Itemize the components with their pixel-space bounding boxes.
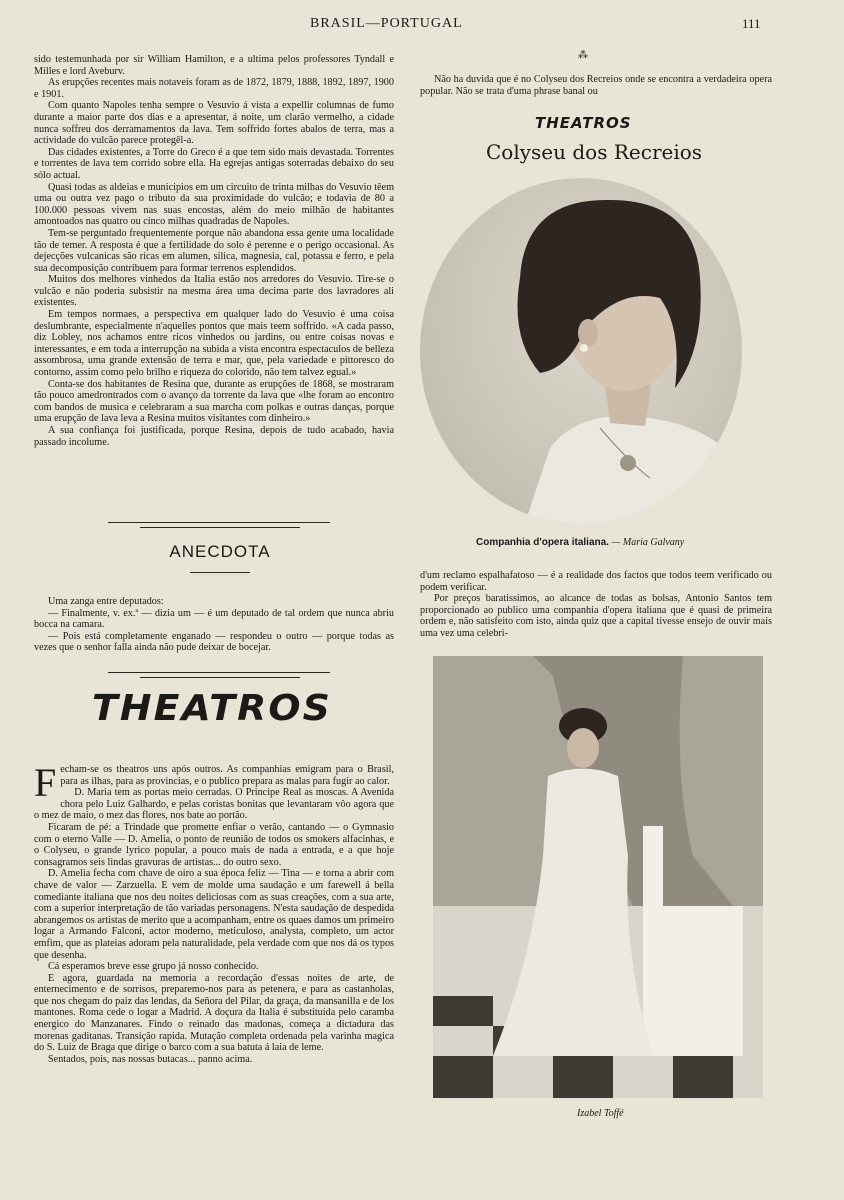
section-divider: [140, 527, 300, 528]
paragraph: D. Maria tem as portas meio cerradas. O Principe Real as moscas. A Avenida chora pelo Luiz Galhardo, e pelas coristas bonitas que levantaram vôo agora que o mez de maio, o mez das flores, nos bate ao portão.: [34, 787, 394, 822]
heading-underline: [190, 572, 250, 573]
paragraph: Muitos dos melhores vinhedos da Italia estão nos arredores do Vesuvio. Tire-se o vulcão e não poderia subsistir na mesma área uma decima parte dos lavradores ali existentes.: [34, 274, 394, 309]
paragraph: As erupções recentes mais notaveis foram as de 1872, 1879, 1888, 1892, 1897, 1900 e 1901.: [34, 77, 394, 100]
anecdota-heading: ANECDOTA: [169, 542, 271, 561]
paragraph: Com quanto Napoles tenha sempre o Vesuvio á vista a expellir columnas de fumo durante a maior parte dos dias e a apresentar, á noite, um clarão vermelho, a cidade nunca soffreu dos derramamentos da lava. Tem soffrido fortes abalos de terra, mas a actividade do vulcão parece protegêl-a.: [34, 100, 394, 147]
colyseu-intro: Não ha duvida que é no Colyseu dos Recreios onde se encontra a verdadeira opera popular. Não se trata d'uma phrase banal ou: [420, 74, 772, 97]
caption-company: Companhia d'opera italiana.: [476, 537, 609, 548]
caption-name: — Maria Galvany: [611, 537, 685, 548]
paragraph: Cá esperamos breve esse grupo já nosso conhecido.: [48, 961, 259, 973]
theatros-article: [34, 760, 394, 1065]
paragraph: Tem-se perguntado frequentemente porque não abandona essa gente uma localidade tão de temer. A resposta é que a fertilidade do solo é perenne e o perigo occasional. As dejecções vulcanicas são ricas em alumen, silica, magnesia, cal, potassa e ferro, e pela sua decomposição contribuem para formar terrenos esplendidos.: [34, 227, 394, 274]
paragraph: Quasi todas as aldeias e municipios em um circuito de trinta milhas do Vesuvio têem uma ou outra vez pago o tributo da sua proximidade do vulcão; e todavia de 80 a 100.000 pessoas vivem nas suas encostas, além do meio milhão de habitantes amontoados nas quatro ou cinco milhas quadradas de Napoles.: [34, 181, 394, 228]
paragraph: Ficaram de pé: a Trindade que promette enfiar o verão, cantando — o Gymnasio com o eterno Valle — D. Amelia, o ponto de reunião de todos os smokers alfacinhas, e o Colyseu, o grande lyrico popular, a pouco mais de nada a entrada, e a que hoje consagramos seis lindas gravuras de artistas... do outro sexo.: [34, 821, 394, 868]
right-theatros-heading: THEATROS: [535, 114, 632, 132]
paragraph: Das cidades existentes, a Torre do Greco é a que tem sido mais devastada. Torrentes e torrentes de lava tem corrido sobre ella. Ha egrejas antigas soterradas debaixo do seu sólo actual.: [34, 146, 394, 181]
paragraph: sido testemunhada por sir William Hamilton, e a ultima pelos professores Tyndall e Milles e lord Aveburv.: [34, 54, 394, 77]
paragraph: — Finalmente, v. ex.ª — dizia um — é um deputado de tal ordem que nunca abriu bocca na camara.: [34, 607, 394, 631]
paragraph: Em tempos normaes, a perspectiva em qualquer lado do Vesuvio é uma coisa deslumbrante, especialmente n'aquelles pontos que mais teem soffrido. «A cada passo, diz Lobley, nos achamos entre ricos vinhedos ou jardins, ou entre coisas novas e interessantes, e em toda a interrupção na subida a vista encontra espectaculos de belleza assombrosa, uma grande extensão de terra e mar, que, pela variedade e pittoresco do contorno, assim como pelo brilho e riqueza do colorido, não tem talvez egual.»: [34, 309, 394, 379]
portrait-illustration: [420, 178, 742, 524]
photo-illustration: [433, 656, 763, 1098]
paragraph: d'um reclamo espalhafatoso — é a realidade dos factos que todos teem verificado ou podem verificar.: [420, 570, 772, 593]
paragraph: A sua confiança foi justificada, porque Resina, depois de tudo acabado, havia passado incolume.: [34, 425, 394, 448]
izabel-toffe-photo: [433, 656, 763, 1098]
paragraph: Por preços baratissimos, ao alcance de todas as bolsas, Antonio Santos tem proporcionado ao publico uma companhia d'opera italiana que é quasi de primeira ordem e, não satisfeito com isto, ainda quiz que a capital tivesse ensejo de ouvir mais uma vez uma celebri-: [420, 593, 772, 639]
paragraph: D. Amelia fecha com chave de oiro a sua época feliz — Tina — e torna a abrir com chave de valor — Zarzuella. E vem de molde uma saudação e um farewell á bella comediante italiana que nos deu noites deliciosas com as suas creações, com a sua arte, com a superior interpretação de tão variadas personagens. N'esta saudação de despedida abrangemos os artistas de merito que a acompanham, entre os quaes damos um primeiro logar a Armando Falconi, actor moderno, meticuloso, analysta, completo, um actor emfim, que as plateias adoram pela naturalidade, pela verdade com que nos dá os typos que desenha.: [34, 868, 394, 961]
page-header: [0, 14, 844, 36]
photo-caption: Izabel Toffé: [577, 1108, 624, 1119]
photo-caption: [476, 537, 684, 548]
theatros-heading: THEATROS: [92, 688, 332, 729]
paragraph: — Pois está completamente enganado — respondeu o outro — porque todas as vezes que o senhor falla ainda não pude deixar de bocejar.: [34, 630, 394, 654]
section-divider: [108, 672, 330, 673]
running-title: BRASIL—PORTUGAL: [310, 16, 463, 31]
section-divider: [140, 677, 300, 678]
colyseu-article: [420, 570, 772, 640]
colyseu-heading: Colyseu dos Recreios: [486, 140, 703, 164]
section-divider: [108, 522, 330, 523]
maria-galvany-portrait: [420, 178, 742, 524]
asterism: ⁂: [578, 50, 588, 61]
anecdota-body: [34, 596, 394, 654]
paragraph: E agora, guardada na memoria a recordação d'essas noites de arte, de enternecimento e de sorrisos, preparemo-nos para as petenera, e para as castanholas, que nos chegam do paiz das lendas, da Señora del Pilar, da graça, da mansanilla e de los mantones. Roma cede o logar a Madrid. A doçura da Italia é substituida pelo caramba energico do Manzanares. Findo o reinado das madonas, começa a dictadura das morenas gaditanas. Transição rapida. Mutação completa ordenada pela varinha magica do S. Luiz de Braga que dirige o barco com a sua batuta á laia de leme.: [34, 972, 394, 1054]
drop-cap: F: [34, 760, 57, 805]
paragraph: Conta-se dos habitantes de Resina que, durante as erupções de 1868, se mostraram tão pouco amedrontrados com o avanço da torrente da lava que «lhe foram ao encontro com bandos de musica e celebraram a sua marcha com polkas e outras danças, porque uma erupção de lava leva a Resina muitos visitantes com dinheiro.»: [34, 378, 394, 425]
paragraph: Sentados, pois, nas nossas butacas... panno acima.: [48, 1053, 253, 1065]
paragraph: Uma zanga entre deputados:: [48, 596, 164, 607]
vesuvio-article: [34, 54, 394, 448]
page-number: 111: [742, 16, 761, 31]
paragraph-text: echam-se os theatros uns após outros. As companhias emigram para o Brasil, para as ilhas, para as provincias, e o publico prepara as malas para fugir ao calor.: [60, 764, 394, 787]
